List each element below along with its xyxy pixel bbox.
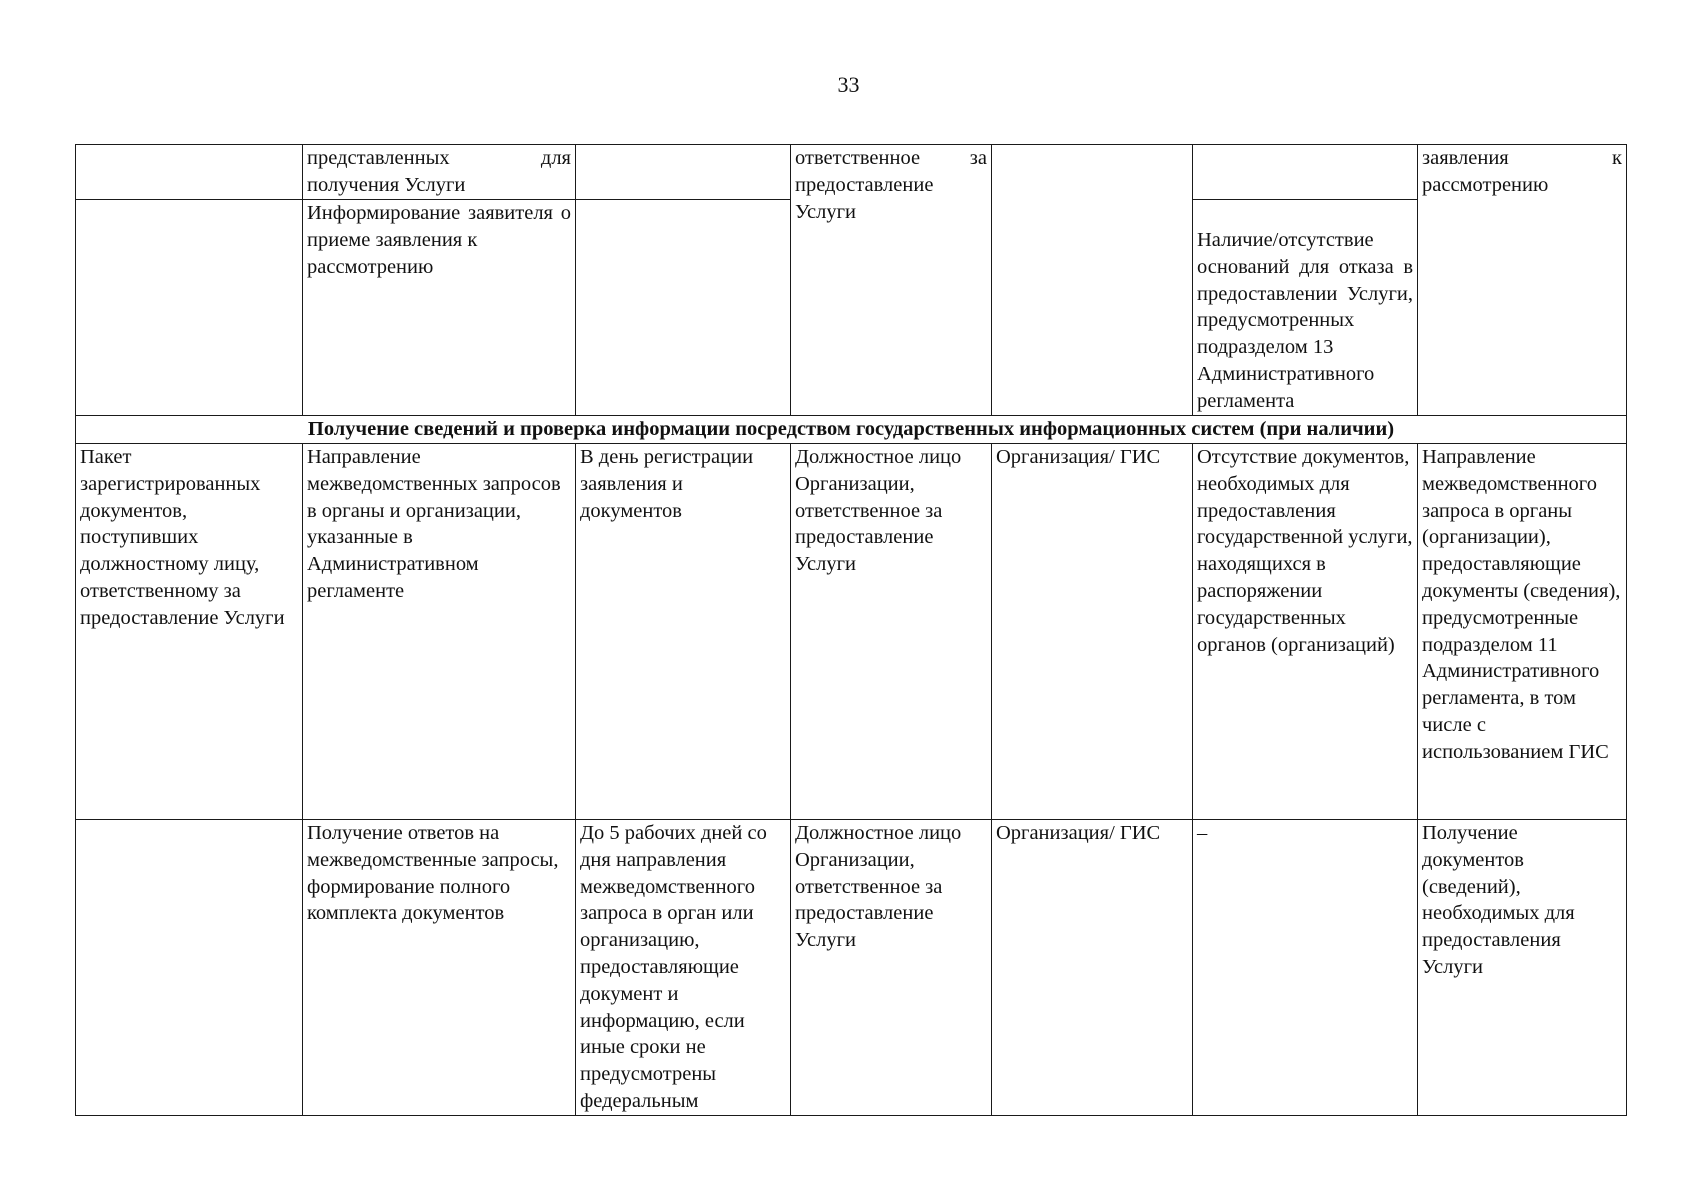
table-cell-place [992, 145, 1193, 416]
table-cell-result [1418, 145, 1627, 416]
table-cell-responsible: Должностное лицо Организации, ответственное за предоставление Услуги [791, 820, 992, 1116]
table-cell-result: Получение документов (сведений), необходимых для предоставления Услуги [1418, 820, 1627, 1116]
inform-criteria-text: Наличие/отсутствие оснований для отказа в предоставлении Услуги, предусмотренных подразделом 13 [1197, 229, 1413, 359]
continued-responsible-rest: предоставление Услуги [795, 173, 934, 223]
table-cell-basis [76, 820, 303, 1116]
inform-criteria-last: Административного регламента [1197, 362, 1375, 412]
table-cell-criteria [1193, 200, 1418, 416]
table-cell-deadline: До 5 рабочих дней со дня направления межведомственного запроса в орган или организацию, предоставляющие документ и информацию, если иные сроки не предусмотрены федеральным [576, 820, 791, 1116]
table-cell-criteria [1193, 145, 1418, 200]
continued-action-line1: представленных для [307, 147, 571, 169]
table-cell-criteria: Отсутствие документов, необходимых для предоставления государственной услуги, находящихся в распоряжении государственных органов (организаций) [1193, 444, 1418, 820]
table-cell-criteria: – [1193, 820, 1418, 1116]
continued-responsible-line1: ответственное за [795, 147, 987, 169]
table-cell-responsible: Должностное лицо Организации, ответственное за предоставление Услуги [791, 444, 992, 820]
table-cell-responsible [791, 145, 992, 416]
table-cell-action [303, 145, 576, 200]
table-cell-basis: Пакет зарегистрированных документов, поступивших должностному лицу, ответственному за предоставление Услуги [76, 444, 303, 820]
table-cell-action: Получение ответов на межведомственные запросы, формирование полного комплекта документов [303, 820, 576, 1116]
table-cell-place: Организация/ ГИС [992, 444, 1193, 820]
table-cell-result: Направление межведомственного запроса в органы (организации), предоставляющие документы (сведения), предусмотренные подразделом 11 Административного регламента, в том числе с использованием ГИС [1418, 444, 1627, 820]
table-cell-basis [76, 200, 303, 416]
table-cell-basis [76, 145, 303, 200]
table-cell-deadline [576, 145, 791, 200]
inform-action-text: Информирование заявителя о приеме заявления к [307, 202, 571, 251]
inform-action-last: рассмотрению [307, 255, 434, 278]
table-row [76, 820, 1627, 1116]
table-cell-place: Организация/ ГИС [992, 820, 1193, 1116]
table-cell-deadline: В день регистрации заявления и документов [576, 444, 791, 820]
table-row-continued [76, 145, 1627, 200]
continued-result-line2: рассмотрению [1422, 173, 1549, 196]
continued-result-line1: заявления к [1422, 147, 1622, 169]
table-cell-action [303, 200, 576, 416]
section-title: Получение сведений и проверка информации посредством государственных информационных систем (при наличии) [76, 416, 1627, 444]
table-cell-action: Направление межведомственных запросов в органы и организации, указанные в Административном регламенте [303, 444, 576, 820]
page-number: 33 [837, 72, 860, 97]
procedure-table [75, 144, 1627, 1116]
table-row [76, 444, 1627, 820]
table-cell-deadline [576, 200, 791, 416]
table-section-row [76, 416, 1627, 444]
continued-action-line2: получения Услуги [307, 173, 466, 196]
